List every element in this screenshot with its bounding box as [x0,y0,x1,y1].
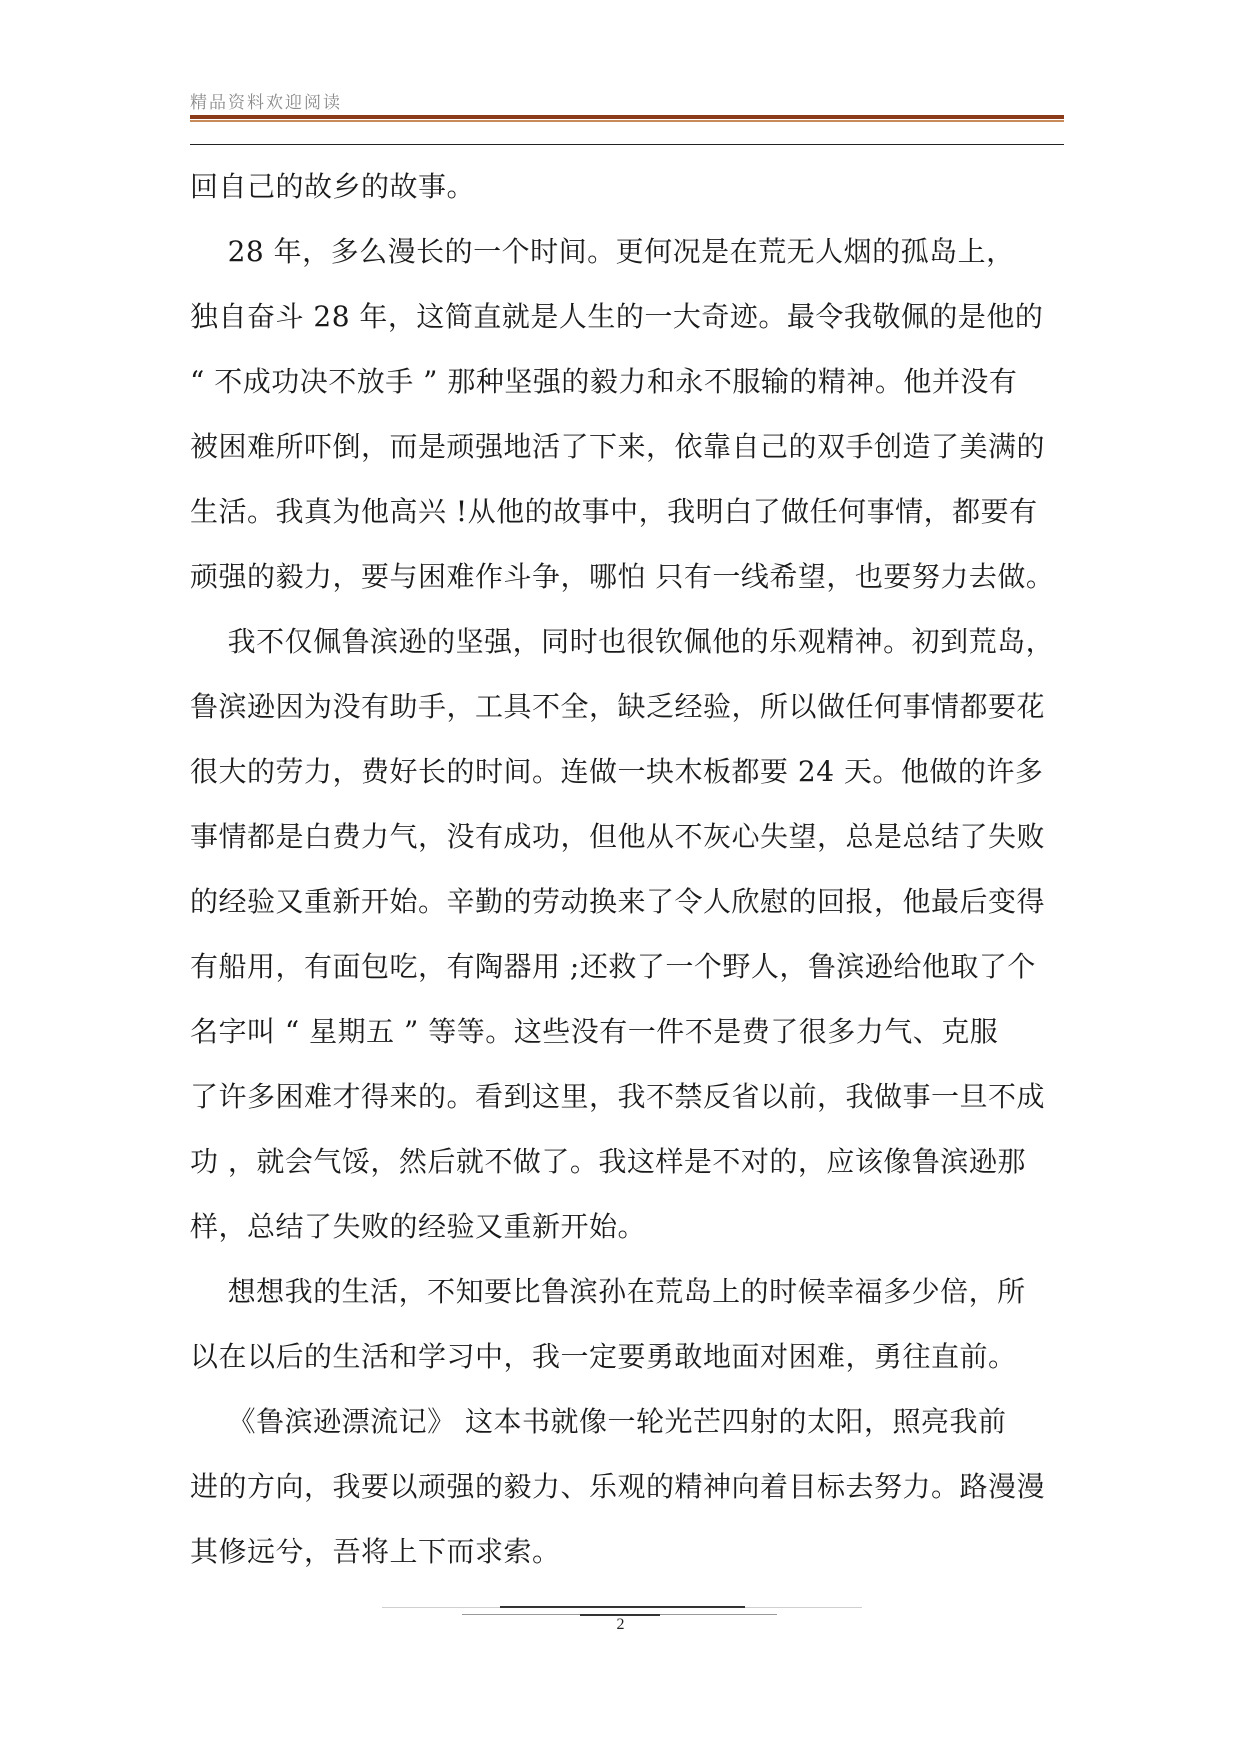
page-number: 2 [616,1616,625,1633]
text-line: 《鲁滨逊漂流记》 这本书就像一轮光芒四射的太阳，照亮我前 [190,1405,1007,1438]
text-line: 28 年，多么漫长的一个时间。更何况是在荒无人烟的孤岛上， [190,235,1015,268]
text-line: 被困难所吓倒，而是顽强地活了下来，依靠自己的双手创造了美满的 [190,430,1046,463]
text-line: 我不仅佩鲁滨逊的坚强，同时也很钦佩他的乐观精神。初到荒岛， [190,625,1055,658]
text-line: 独自奋斗 28 年，这简直就是人生的一大奇迹。最令我敬佩的是他的 [190,300,1044,333]
header-rule-thick [190,115,1064,119]
text-line: 以在以后的生活和学习中，我一定要勇敢地面对困难，勇往直前。 [190,1340,1017,1373]
text-line: 进的方向，我要以顽强的毅力、乐观的精神向着目标去努力。路漫漫 [190,1470,1046,1503]
text-line: 很大的劳力，费好长的时间。连做一块木板都要 24 天。他做的许多 [190,755,1044,788]
page-header-title: 精品资料欢迎阅读 [190,93,342,113]
text-line: “ 不成功决不放手 ” 那种坚强的毅力和永不服输的精神。他并没有 [190,365,1018,398]
text-line: 了许多困难才得来的。看到这里，我不禁反省以前，我做事一旦不成 [190,1080,1046,1113]
footer-rule-dark [500,1606,745,1608]
document-body [190,154,1070,1584]
text-line: 样，总结了失败的经验又重新开始。 [190,1210,647,1243]
header-rule-thin [190,144,1064,145]
text-line: 生活。我真为他高兴 !从他的故事中，我明白了做任何事情，都要有 [190,495,1038,528]
text-line: 名字叫 “ 星期五 ” 等等。这些没有一件不是费了很多力气、克服 [190,1015,999,1048]
text-line: 想想我的生活，不知要比鲁滨孙在荒岛上的时候幸福多少倍，所 [190,1275,1026,1308]
text-line: 事情都是白费力气，没有成功，但他从不灰心失望，总是总结了失败 [190,820,1046,853]
text-line: 其修远兮，吾将上下而求索。 [190,1535,561,1568]
text-line: 回自己的故乡的故事。 [190,170,476,203]
text-line: 的经验又重新开始。辛勤的劳动换来了令人欣慰的回报，他最后变得 [190,885,1046,918]
text-line: 有船用，有面包吃，有陶器用 ;还救了一个野人，鲁滨逊给他取了个 [190,950,1036,983]
header-rule-accent [190,120,1064,122]
text-line: 功 ，就会气馁，然后就不做了。我这样是不对的，应该像鲁滨逊那 [190,1145,1026,1178]
text-line: 顽强的毅力，要与困难作斗争，哪怕 只有一线希望，也要努力去做。 [190,560,1055,593]
text-line: 鲁滨逊因为没有助手，工具不全，缺乏经验，所以做任何事情都要花 [190,690,1046,723]
